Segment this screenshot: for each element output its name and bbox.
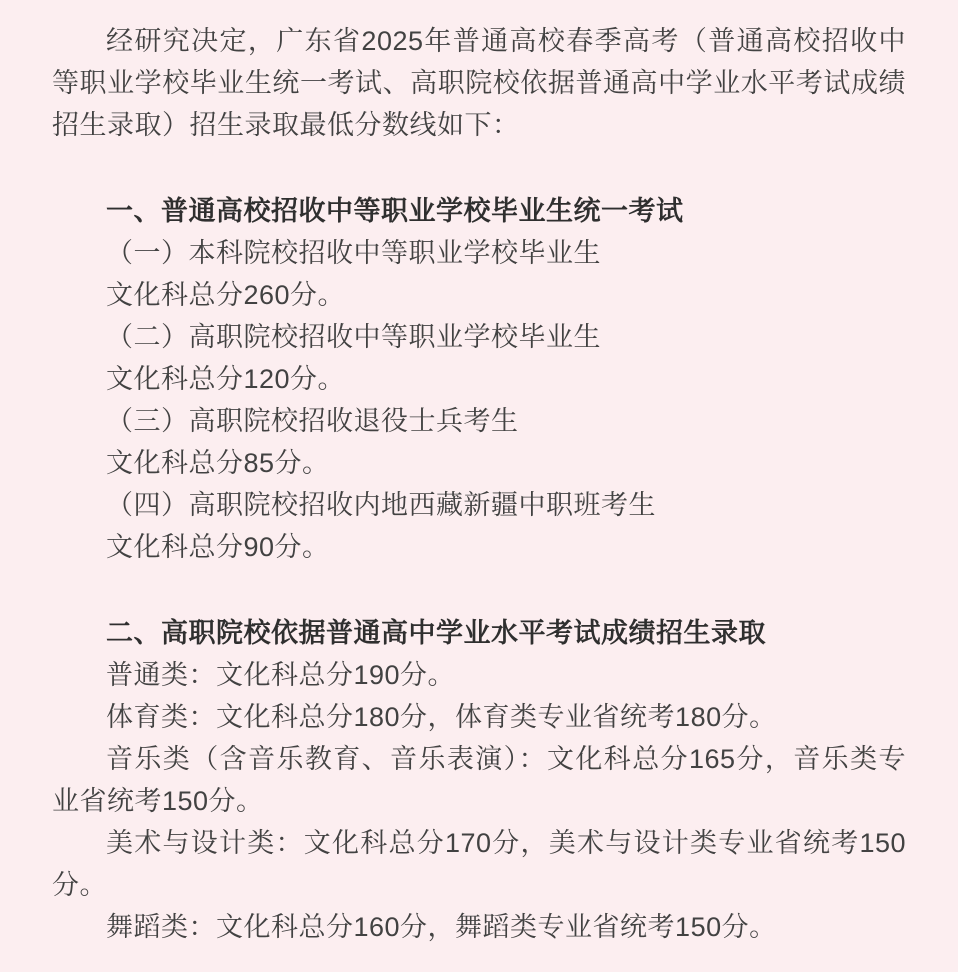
section-1-item-title: （四）高职院校招收内地西藏新疆中职班考生 [106,490,656,520]
section-2-item: 音乐类（含音乐教育、音乐表演）：文化科总分165分，音乐类专业省统考150分。 [52,744,906,816]
section-1-item-title: （三）高职院校招收退役士兵考生 [106,406,519,436]
section-1-item-score: 文化科总分120分。 [106,364,346,394]
section-1-item-score: 文化科总分260分。 [106,280,346,310]
section-1-item-score: 文化科总分85分。 [106,448,330,478]
section-2-item: 舞蹈类：文化科总分160分，舞蹈类专业省统考150分。 [106,912,777,942]
intro-paragraph: 经研究决定，广东省2025年普通高校春季高考（普通高校招收中等职业学校毕业生统一考试、高职院校依据普通高中学业水平考试成绩招生录取）招生录取最低分数线如下： [52,26,906,140]
section-1-item-score: 文化科总分90分。 [106,532,330,562]
section-1-item-title: （二）高职院校招收中等职业学校毕业生 [106,322,601,352]
section-2-heading: 二、高职院校依据普通高中学业水平考试成绩招生录取 [106,618,766,648]
section-1-item-title: （一）本科院校招收中等职业学校毕业生 [106,238,601,268]
section-2-item: 体育类：文化科总分180分，体育类专业省统考180分。 [106,702,777,732]
section-2-item: 美术与设计类：文化科总分170分，美术与设计类专业省统考150分。 [52,828,906,900]
section-2-item: 普通类：文化科总分190分。 [106,660,456,690]
section-1-heading: 一、普通高校招收中等职业学校毕业生统一考试 [106,196,684,226]
